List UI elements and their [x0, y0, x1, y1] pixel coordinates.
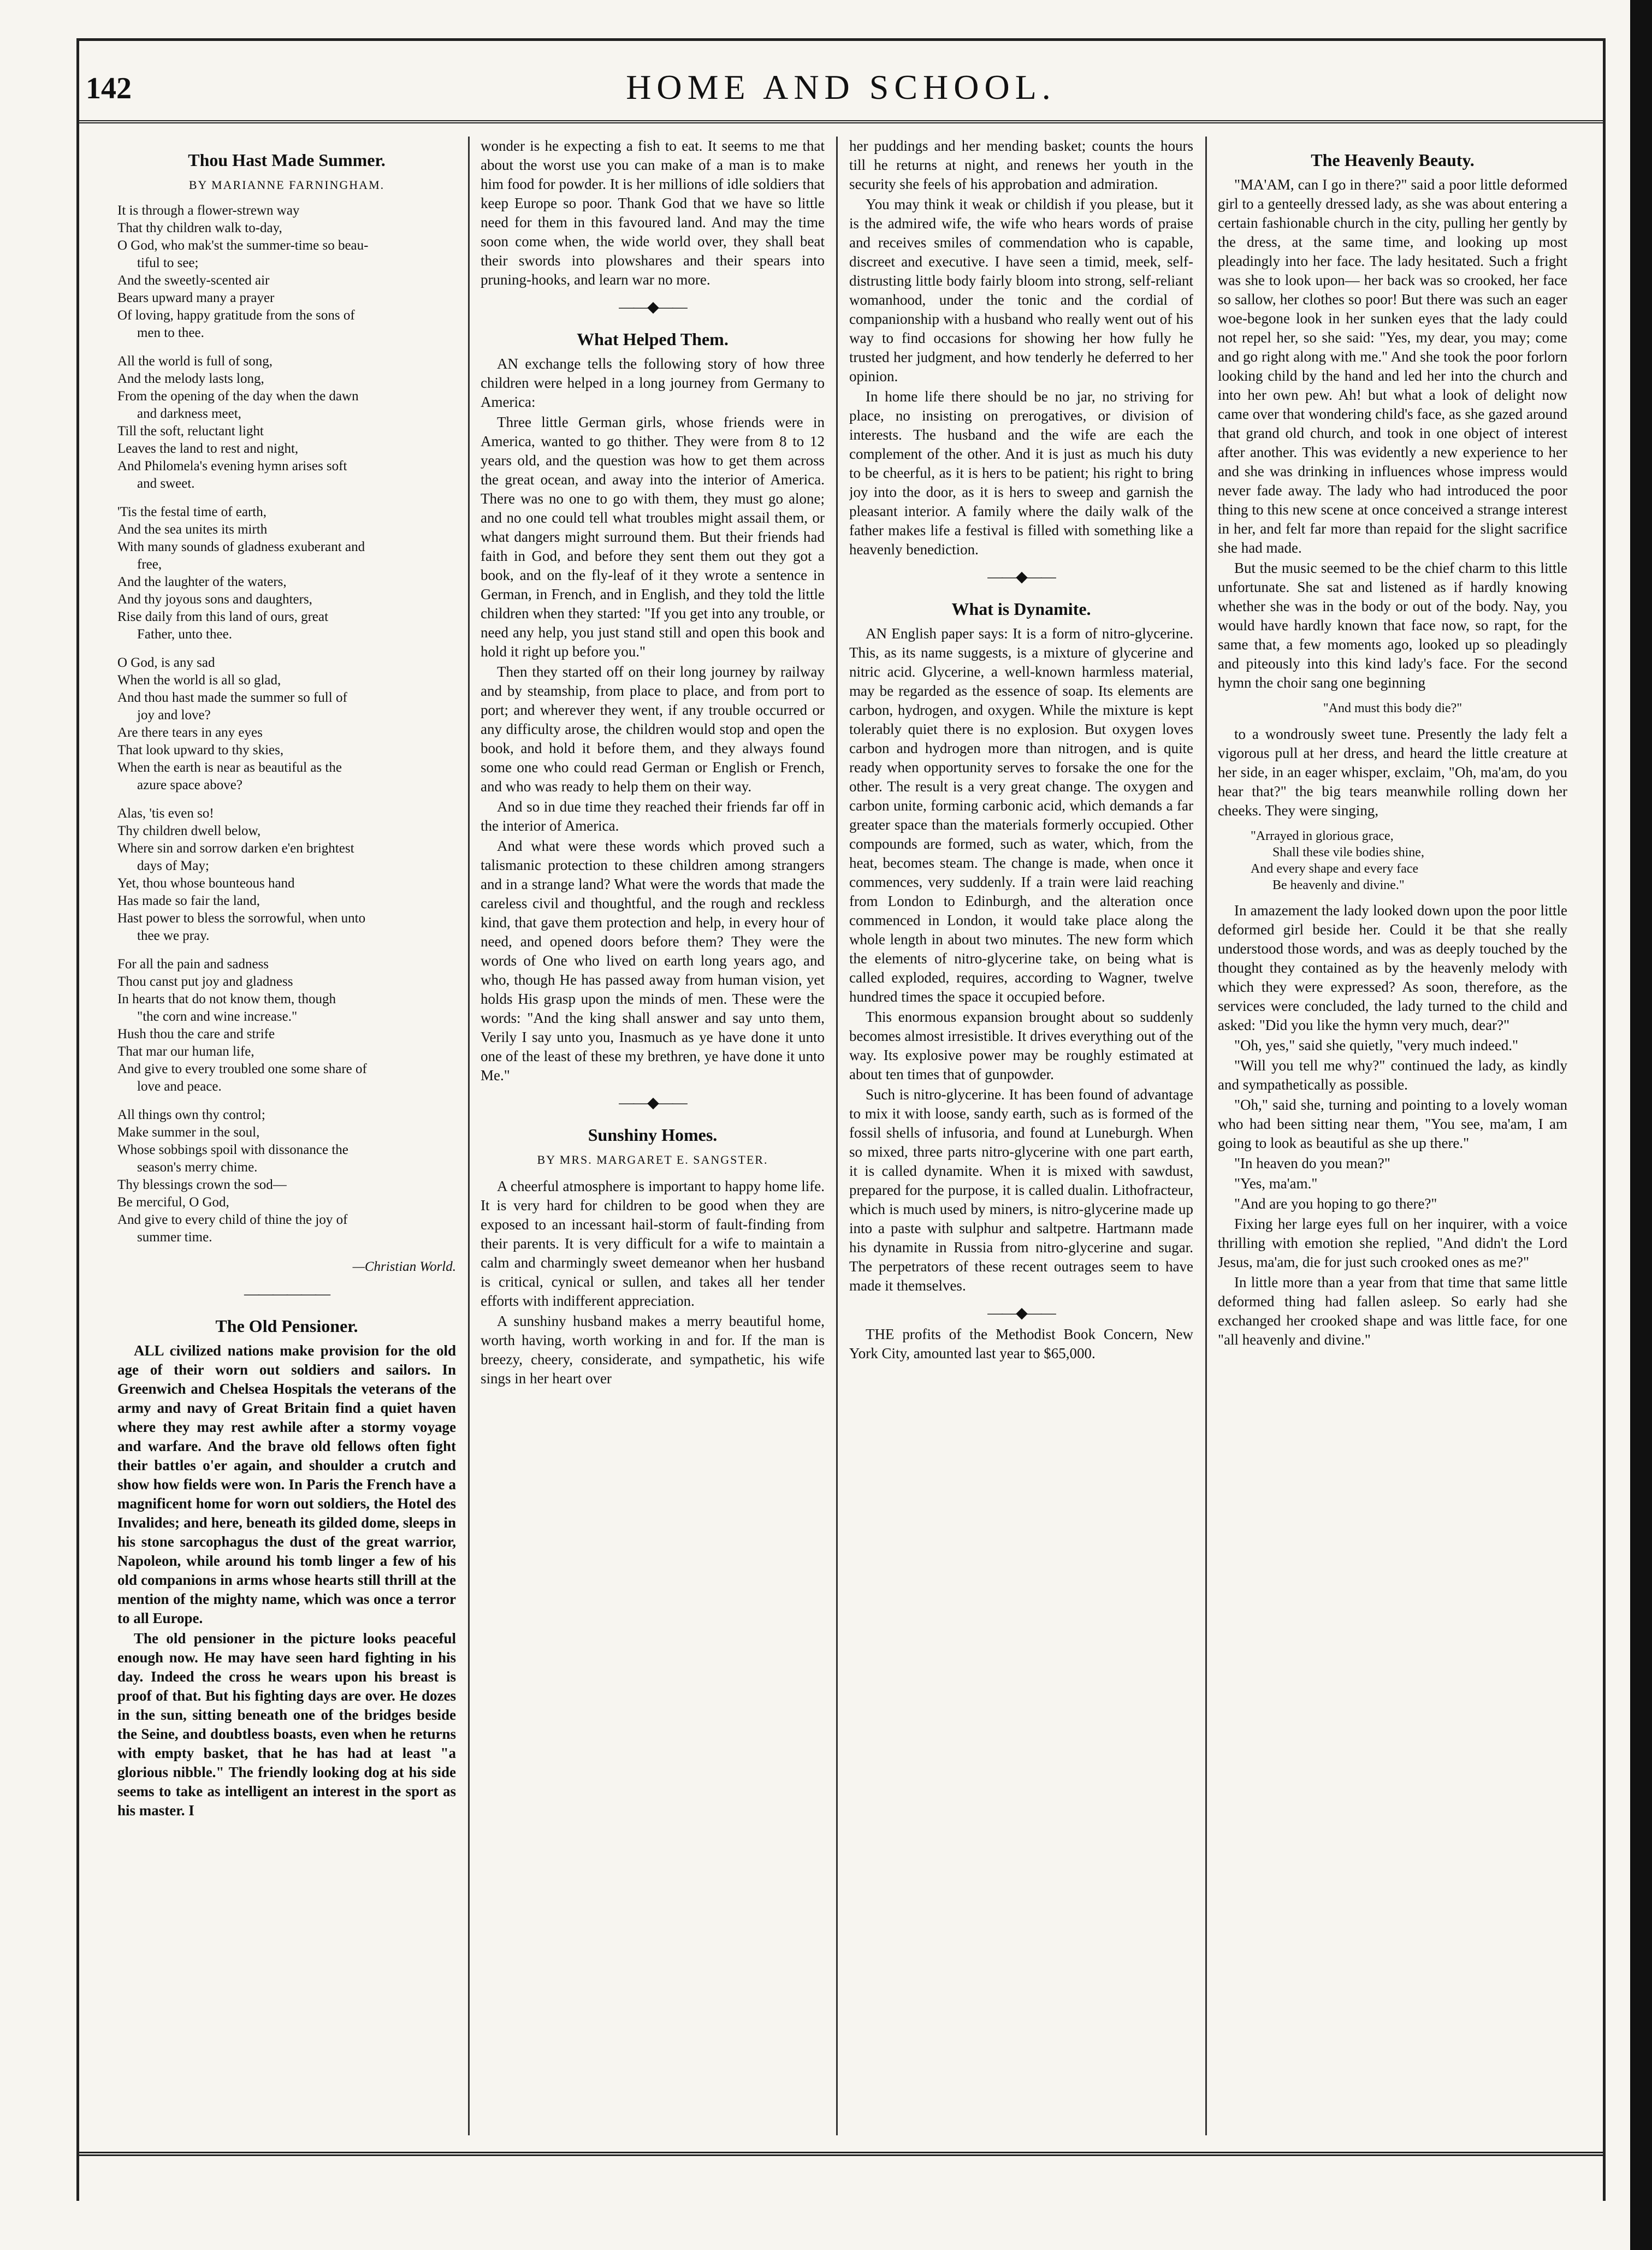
pensioner-continued	[481, 137, 825, 289]
adjacent-page-edge	[1630, 0, 1652, 2250]
section-divider: ——◆——	[619, 299, 686, 316]
poem-stanza	[117, 353, 456, 493]
paragraph: "Will you tell me why?" continued the lady, as kindly and sympathetically as possible.	[1218, 1057, 1567, 1093]
poem-stanza	[117, 956, 456, 1096]
poem-line: love and peace.	[137, 1079, 222, 1094]
paragraph: Three little German girls, whose friends were in America, wanted to go thither. They were from 8 to 12 years old, and the question was how to get them across the great ocean, and away into the interior of America. There was no one to go with them, they must go alone; and no one could tell what troubles might assail them, or what dangers might surround them. But their friends had faith in God, and before they sent them out they got a book, and on the fly-leaf of it they wrote a sentence in German, in French, and in English, and they told the little children when they started: "If you get into any trouble, or need any help, you just stand still and open this book and hold it right up before you."	[481, 414, 825, 660]
poem-line: And the laughter of the waters,	[117, 575, 287, 589]
section-divider: ——————	[244, 1286, 329, 1302]
paragraph: "And are you hoping to go there?"	[1234, 1195, 1437, 1212]
poem-line: and sweet.	[137, 476, 195, 491]
paragraph: And so in due time they reached their friends far off in the interior of America.	[481, 798, 825, 834]
paragraph: AN English paper says: It is a form of nitro-glycerine. This, as its name suggests, is a mixture of glycerine and nitric acid. Glycerine, a well-known harmless material, may be regarded as the essence of soap. Its elements are carbon, hydrogen, and oxygen. While the mixture is kept tolerably quiet there is no explosion. But oxygen loves carbon and hydrogen more than nitrogen, and is quite ready when opportunity serves to forsake the one for the other. The result is a very great change. The oxygen and carbon unite, forming carbonic acid, which demands a far greater space than the materials formerly occupied. Other compounds are formed, such as water, which, from the heat, becomes steam. The change is made, when once it commences, very suddenly. If a train were laid reaching from London to Edinburgh, and the alteration once commenced in London, it would take place along the whole length in about two minutes. The new form which the elements of nitro-glycerine take, on being what is called exploded, requires, according to Wagner, twelve hundred times the space it occupied before.	[849, 625, 1193, 1005]
homes-article	[481, 1177, 825, 1388]
poem-line: With many sounds of gladness exuberant and	[117, 540, 365, 554]
paragraph: her puddings and her mending basket; counts the hours till he returns at night, and renews her youth in the security she feels of his approbation and admiration.	[849, 138, 1193, 192]
paragraph: In home life there should be no jar, no striving for place, no insisting on prerogatives, or division of interests. The husband and the wife are each the complement of the other. And it is just as much his duty to be cheerful, as it is hers to be patient; his right to bring joy into the door, as it is hers to sweep and garnish the pleasant interior. A family where the daily walk of the father makes life a festival is filled with something like a heavenly benediction.	[849, 388, 1193, 558]
hymn-line: Shall these vile bodies shine,	[1272, 845, 1424, 860]
hymn-line: "Arrayed in glorious grace,	[1251, 829, 1394, 843]
pensioner-title: The Old Pensioner.	[215, 1316, 358, 1336]
hymn-first-line: "And must this body die?"	[1323, 701, 1462, 715]
notice: THE profits of the Methodist Book Concern, New York City, amounted last year to $65,000.	[849, 1326, 1193, 1361]
poem-source: —Christian World.	[352, 1259, 456, 1274]
paragraph: Such is nitro-glycerine. It has been found of advantage to mix it with loose, sandy earth, such as is formed of the fossil shells of infusoria, and found at Luneburgh. When so mixed, three parts nitro-glycerine with one part earth, it is called dynamite. When it is mixed with sawdust, prepared for the purpose, it is called dualin. Lithofracteur, which is much used by miners, is nitro-glycerine made up into a paste with sulphur and saltpetre. Hartmann made his dynamite in Russia from nitro-glycerine and sugar. The perpetrators of these recent outrages seem to have made it themselves.	[849, 1086, 1193, 1294]
paragraph: The old pensioner in the picture looks peaceful enough now. He may have seen hard fighting in his day. Indeed the cross he wears upon his breast is proof of that. But his fighting days are over. He dozes in the sun, sitting beneath one of the bridges beside the Seine, and doubtless boasts, even when he returns with empty basket, that he has had at least "a glorious nibble." The friendly looking dog at his side seems to take as intelligent an interest in the sport as his master. I	[117, 1630, 456, 1819]
beauty-title: The Heavenly Beauty.	[1311, 150, 1475, 170]
poem-line: Are there tears in any eyes	[117, 725, 263, 740]
poem-line: Till the soft, reluctant light	[117, 424, 264, 439]
paragraph: But the music seemed to be the chief charm to this little unfortunate. She sat and listened as if hardly knowing whether she was in the body or out of the body. Nay, you would have hardly known that face now, so rapt, for the same that, a few moments ago, looked up so pleadingly and piteously into this kind lady's face. For the second hymn the choir sang one beginning	[1218, 560, 1567, 691]
poem-line: Rise daily from this land of ours, great	[117, 609, 329, 624]
poem-line: Make summer in the soul,	[117, 1125, 260, 1140]
paragraph: A sunshiny husband makes a merry beautiful home, worth having, worth working in and for. If the man is breezy, cheery, considerate, and sympathetic, his wife sings in her heart over	[481, 1313, 825, 1387]
poem-line: When the world is all so glad,	[117, 673, 281, 688]
poem-line: Has made so fair the land,	[117, 893, 260, 908]
poem-line: azure space above?	[137, 778, 242, 792]
paragraph: A cheerful atmosphere is important to happy home life. It is very hard for children to be good when they are exposed to an incessant hail-storm of fault-finding from their parents. It is very difficult for a wife to maintain a calm and charmingly sweet demeanor when her husband is critical, cynical or sullen, and takes all her tender efforts with indifferent appreciation.	[481, 1178, 825, 1309]
poem-line: That mar our human life,	[117, 1044, 254, 1059]
poem-line: Thy blessings crown the sod—	[117, 1177, 287, 1192]
section-divider: ——◆——	[987, 569, 1055, 585]
page-header	[79, 38, 1603, 123]
homes-continued	[849, 137, 1193, 559]
poem-stanza	[117, 1106, 456, 1246]
poem-line: Thou canst put joy and gladness	[117, 974, 293, 989]
homes-author: BY MRS. MARGARET E. SANGSTER.	[537, 1153, 768, 1167]
column-rule	[468, 137, 470, 2135]
paragraph: You may think it weak or childish if you please, but it is the admired wife, the wife who hears words of praise and receives smiles of commendation who is capable, discreet and executive. I have seen a timid, meek, self-distrusting little body fairly bloom into strong, self-reliant womanhood, under the tonic and the cordial of companionship with a husband who really went out of his way to find occasions for showing her how fully he trusted her judgment, and how tenderly he deferred to her opinion.	[849, 196, 1193, 384]
poem-line: Whose sobbings spoil with dissonance the	[117, 1142, 348, 1157]
paragraph: In amazement the lady looked down upon the poor little deformed girl beside her. Could it be that she really understood those words, and was as deeply touched by the thought they contained as by the heavenly melody with which they were expressed? As soon, therefore, as the services were concluded, the lady turned to the child and asked: "Did you like the hymn very much, dear?"	[1218, 902, 1567, 1033]
poem-line: All things own thy control;	[117, 1108, 265, 1122]
column-2	[481, 137, 825, 2135]
poem-line: In hearts that do not know them, though	[117, 992, 336, 1006]
section-divider: ——◆——	[987, 1305, 1055, 1322]
beauty-article-part-3	[1218, 901, 1567, 1349]
paragraph: ALL civilized nations make provision for the old age of their worn out soldiers and sailors. In Greenwich and Chelsea Hospitals the veterans of the army and navy of Great Britain find a quiet haven where they may rest awhile after a stormy voyage and warfare. And the brave old fellows often fight their battles o'er again, and shoulder a crutch and show how fields were won. In Paris the French have a magnificent home for worn out soldiers, the Hotel des Invalides; and here, beneath its gilded dome, sleeps in his stone sarcophagus the dust of the great warrior, Napoleon, while around his tomb linger a few of his old companions in arms whose hearts still thrill at the mention of the mighty name, which was once a terror to all Europe.	[117, 1342, 456, 1626]
page-number: 142	[86, 72, 132, 105]
poem-line: Bears upward many a prayer	[117, 291, 275, 305]
paragraph: In little more than a year from that time that same little deformed thing had fallen asleep. So early had she exchanged her crooked shape and was little face, for one "all heavenly and divine."	[1218, 1274, 1567, 1348]
hymn-line: Be heavenly and divine."	[1272, 878, 1405, 892]
poem-line: Be merciful, O God,	[117, 1195, 229, 1210]
poem-line: That look upward to thy skies,	[117, 743, 284, 757]
poem-stanza	[117, 504, 456, 643]
poem-line: And thy joyous sons and daughters,	[117, 592, 312, 607]
dynamite-article	[849, 624, 1193, 1295]
beauty-article-part-2	[1218, 725, 1567, 820]
poem-line: It is through a flower-strewn way	[117, 203, 300, 218]
header-rule	[79, 120, 1603, 123]
poem-line: For all the pain and sadness	[117, 957, 269, 972]
paragraph: "Oh, yes," said she quietly, "very much indeed."	[1234, 1037, 1518, 1053]
poem-line: That thy children walk to-day,	[117, 221, 282, 235]
poem-line: And thou hast made the summer so full of	[117, 690, 347, 705]
poem-line: thee we pray.	[137, 928, 210, 943]
paragraph: And what were these words which proved such a talismanic protection to these children among strangers and in a strange land? What were the words that made the careless civil and thoughtful, and the rough and reckless kind, that gave them protection and help, in every hour of need, and opened doors before them? They were the words of One who lived on earth long years ago, and who, though He has passed away from human vision, yet holds His grasp upon the minds of men. These were the words: "And the king shall answer and say unto them, Verily I say unto you, Inasmuch as ye have done it unto one of the least of these my brethren, ye have done it unto Me."	[481, 838, 825, 1083]
poem-line: summer time.	[137, 1230, 212, 1245]
poem-line: All the world is full of song,	[117, 354, 273, 369]
poem-line: days of May;	[137, 858, 209, 873]
poem-line: Hush thou the care and strife	[117, 1027, 275, 1041]
paragraph: Then they started off on their long journey by railway and by steamship, from place to place, and from port to port; and wherever they went, if any trouble occurred or any difficulty arose, the children would stop and open the book, and hold it before them, and they always found some one who could read German or English or French, and who was ready to help them on their way.	[481, 664, 825, 795]
poem-stanza	[117, 654, 456, 794]
helped-title: What Helped Them.	[577, 329, 729, 349]
poem-line: And the sea unites its mirth	[117, 522, 268, 537]
newspaper-page	[76, 38, 1606, 2201]
poem-line: Hast power to bless the sorrowful, when unto	[117, 911, 366, 926]
poem-line: tiful to see;	[137, 256, 199, 270]
poem-line: And give to every child of thine the joy of	[117, 1212, 348, 1227]
poem-line: When the earth is near as beautiful as the	[117, 760, 342, 775]
poem-stanza	[117, 202, 456, 342]
paragraph: "Oh," said she, turning and pointing to a lovely woman who had been sitting near them, "You see, ma'am, I am going to look as beautiful as she up there."	[1218, 1097, 1567, 1151]
column-3	[849, 137, 1193, 2135]
poem-line: And Philomela's evening hymn arises soft	[117, 459, 347, 473]
columns	[79, 137, 1603, 2141]
homes-title: Sunshiny Homes.	[588, 1125, 718, 1145]
paragraph: Fixing her large eyes full on her inquirer, with a voice thrilling with emotion she replied, "And didn't the Lord Jesus, ma'am, die for just such crooked ones as me?"	[1218, 1216, 1567, 1270]
beauty-article-part-1	[1218, 175, 1567, 692]
hymn-verse	[1251, 828, 1567, 893]
poem-line: O God, who mak'st the summer-time so beau-	[117, 238, 369, 253]
poem-line: O God, is any sad	[117, 655, 215, 670]
poem-title: Thou Hast Made Summer.	[188, 150, 386, 170]
poem-line: From the opening of the day when the dawn	[117, 389, 359, 404]
paragraph: AN exchange tells the following story of how three children were helped in a long journey from Germany to America:	[481, 356, 825, 410]
poem-line: joy and love?	[137, 708, 211, 723]
dynamite-title: What is Dynamite.	[951, 599, 1091, 619]
paragraph: wonder is he expecting a fish to eat. It seems to me that about the worst use you can make of a man is to make him food for powder. It is her millions of idle soldiers that keep Europe so poor. Thank God that we have so little need for them in this favoured land. And may the time soon come when, the wide world over, they shall beat their swords into plowshares and their spears into pruning-hooks, and learn war no more.	[481, 138, 825, 288]
hymn-line: And every shape and every face	[1251, 862, 1419, 876]
poem-line: Thy children dwell below,	[117, 824, 261, 838]
column-1	[117, 137, 456, 2135]
poem-line: Leaves the land to rest and night,	[117, 441, 299, 456]
column-rule	[836, 137, 838, 2135]
poem-line: Yet, thou whose bounteous hand	[117, 876, 295, 891]
poem-line: And give to every troubled one some share of	[117, 1062, 367, 1076]
poem-line: 'Tis the festal time of earth,	[117, 505, 267, 519]
helped-article	[481, 354, 825, 1085]
poem-line: Of loving, happy gratitude from the sons of	[117, 308, 355, 323]
poem-line: men to thee.	[137, 325, 204, 340]
poem-line: Alas, 'tis even so!	[117, 806, 214, 821]
paragraph: to a wondrously sweet tune. Presently the lady felt a vigorous pull at her dress, and heard the little creature at her side, in an eager whisper, exclaim, "Oh, ma'am, do you hear that?" the big tears meanwhile rolling down her cheeks. They were singing,	[1218, 726, 1567, 819]
pensioner-article	[117, 1341, 456, 1820]
poem-line: "the corn and wine increase."	[137, 1009, 298, 1024]
poem-line: free,	[137, 557, 162, 572]
poem-line: and darkness meet,	[137, 406, 241, 421]
paragraph: "MA'AM, can I go in there?" said a poor little deformed girl to a genteelly dressed lady, as she was about entering a certain fashionable church in the city, pulling her gently by the dress, at the same time, and looking up most pleadingly into her face. The lady hesitated. Such a fright was she to look upon— her back was so crooked, her face so sallow, her clothes so poor! But there was such an eager woe-begone look in her sunken eyes that the lady could not repel her, so she said: "Yes, my dear, you may; come and go right along with me." And she took the poor forlorn looking child by the hand and led her into the church and into her own pew. Ah! but what a look of delight now came over that wondering child's face, as she gazed around that grand old church, and took in one object of interest after another. This was evidently a new experience to her and she was drinking in influences whose impress would never fade away. The lady who had introduced the poor thing to this new scene at once conceived a strange interest in her, and felt far more than repaid for the slight sacrifice she had made.	[1218, 176, 1567, 556]
paragraph: "In heaven do you mean?"	[1234, 1155, 1390, 1171]
footer-rule	[79, 2152, 1603, 2156]
poem-stanza	[117, 805, 456, 945]
poem	[117, 202, 456, 1246]
poem-line: And the melody lasts long,	[117, 371, 264, 386]
poem-line: Where sin and sorrow darken e'en brightest	[117, 841, 354, 856]
poem-line: Father, unto thee.	[137, 627, 232, 642]
paragraph: This enormous expansion brought about so suddenly becomes almost irresistible. It drives everything out of the way. Its explosive power may be roughly estimated at about ten times that of gunpowder.	[849, 1009, 1193, 1082]
poem-author: BY MARIANNE FARNINGHAM.	[188, 178, 385, 192]
poem-line: And the sweetly-scented air	[117, 273, 270, 288]
column-4	[1218, 137, 1567, 2135]
column-rule	[1205, 137, 1207, 2135]
poem-line: season's merry chime.	[137, 1160, 258, 1175]
section-divider: ——◆——	[619, 1094, 686, 1111]
running-title: HOME AND SCHOOL.	[626, 68, 1056, 106]
paragraph: "Yes, ma'am."	[1234, 1175, 1318, 1192]
